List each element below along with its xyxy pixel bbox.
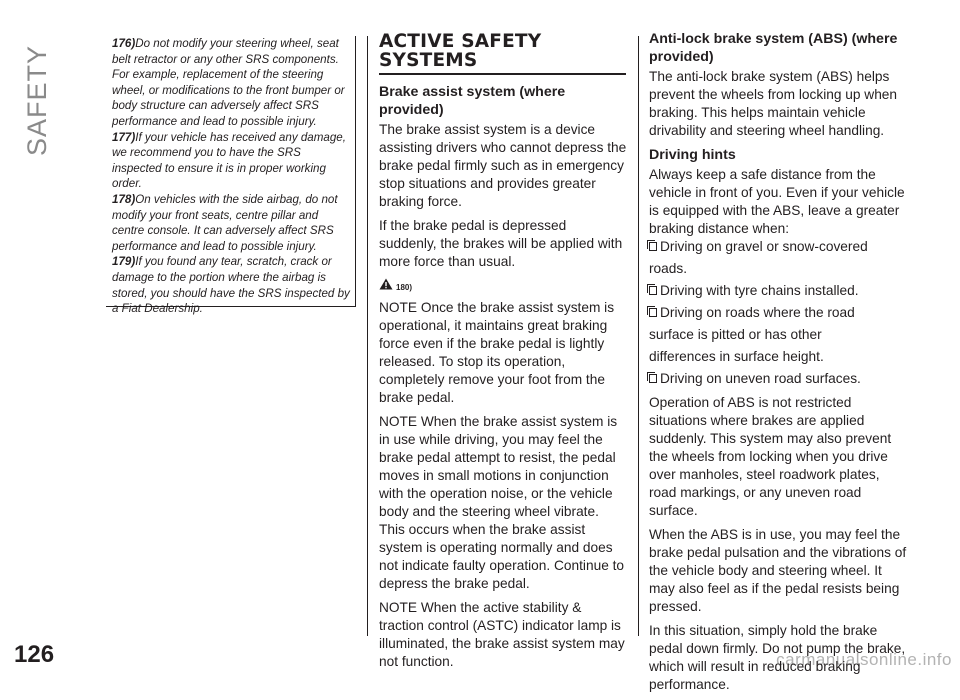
list-item: Driving on uneven road surfaces.	[649, 370, 909, 388]
page-number: 126	[14, 641, 55, 668]
warning-text: If your vehicle has received any damage, we recommend you to have the SRS inspected to ensure it is in proper working order.	[112, 130, 346, 191]
abs-heading: Anti-lock brake system (ABS) (where provided)	[649, 31, 898, 65]
abs-column	[649, 30, 909, 700]
watermark: carmanualsonline.info	[776, 650, 952, 669]
warning-number: 179)	[112, 255, 136, 269]
paragraph: Operation of ABS is not restricted situations where brakes are applied suddenly. This system may also prevent the wheels from locking when you drive over manholes, steel roadwork plates, road markings, or any uneven road surface.	[649, 395, 892, 518]
warning-number: 176)	[112, 37, 136, 50]
warning-text: If you found any tear, scratch, crack or damage to the portion where the airbag is stored, you should have the SRS inspected by a Fiat Dealership.	[112, 255, 350, 316]
paragraph: Always keep a safe distance from the vehicle in front of you. Even if your vehicle is equipped with the ABS, leave a greater braking distance when:	[649, 167, 905, 236]
warning-179	[112, 254, 353, 316]
column-divider	[638, 36, 639, 636]
section-side-tab	[22, 36, 62, 156]
reference-number: 180)	[396, 283, 413, 292]
list-item: Driving with tyre chains installed.	[649, 282, 909, 300]
warning-triangle-icon	[379, 278, 393, 290]
column-divider	[367, 36, 368, 636]
active-safety-column	[379, 30, 627, 677]
bullet-icon	[649, 308, 657, 317]
bullet-icon	[649, 286, 657, 295]
brake-assist-heading: Brake assist system (where provided)	[379, 84, 566, 118]
paragraph: The anti-lock brake system (ABS) helps prevent the wheels from locking up when braking. This helps maintain vehicle drivability and steering wheel handling.	[649, 69, 898, 138]
bullet-icon	[649, 242, 657, 251]
heading-line-1: ACTIVE SAFETY	[379, 31, 542, 52]
heading-line-2: SYSTEMS	[379, 50, 478, 71]
warning-text: On vehicles with the side airbag, do not modify your front seats, centre pillar and centre console. It can adversely affect SRS performance and lead to possible injury.	[112, 192, 338, 253]
note: NOTE When the brake assist system is in use while driving, you may feel the brake pedal attempt to resist, the pedal moves in small motions in conjunction with the operation noise, or the vehicle body and the steering wheel vibrate. This occurs when the brake assist system is operating normally and does not indicate faulty operation. Continue to depress the brake pedal.	[379, 414, 625, 591]
bullet-icon	[649, 374, 657, 383]
warning-176	[112, 36, 353, 130]
paragraph: In this situation, simply hold the brake pedal down firmly. Do not pump the brake, which will result in reduced braking performance.	[649, 623, 906, 692]
paragraph: If the brake pedal is depressed suddenly, the brakes will be applied with more force than usual.	[379, 218, 623, 269]
paragraph: When the ABS is in use, you may feel the brake pedal pulsation and the vibrations of the vehicle body and steering wheel. It may also feel as if the pedal resists being pressed.	[649, 527, 907, 614]
warning-text: Do not modify your steering wheel, seat belt retractor or any other SRS components. For example, replacement of the steering wheel, or modifications to the front bumper or body structure can adversely affect SRS performance and lead to possible injury.	[112, 37, 345, 128]
note: NOTE When the active stability & traction control (ASTC) indicator lamp is illuminated, the brake assist system may not function.	[379, 600, 625, 669]
list-item: Driving on roads where the road surface is pitted or has other differences in surface height.	[649, 305, 855, 364]
warnings-column	[106, 36, 356, 316]
paragraph: The brake assist system is a device assisting drivers who cannot depress the brake pedal firmly such as in emergency stop situations and provides greater braking force.	[379, 122, 627, 209]
list-item: Driving on gravel or snow-covered roads.	[649, 239, 868, 276]
warning-number: 178)	[112, 192, 136, 206]
section-heading	[379, 32, 626, 75]
warning-reference	[379, 277, 627, 295]
warning-177	[112, 130, 353, 192]
warning-178	[112, 192, 353, 254]
warning-number: 177)	[112, 130, 136, 144]
driving-hints-heading: Driving hints	[649, 147, 736, 163]
note: NOTE Once the brake assist system is operational, it maintains great braking force even if the brake pedal is lightly released. To stop its operation, completely remove your foot from the brake pedal.	[379, 300, 615, 405]
section-label: SAFETY	[22, 44, 52, 156]
